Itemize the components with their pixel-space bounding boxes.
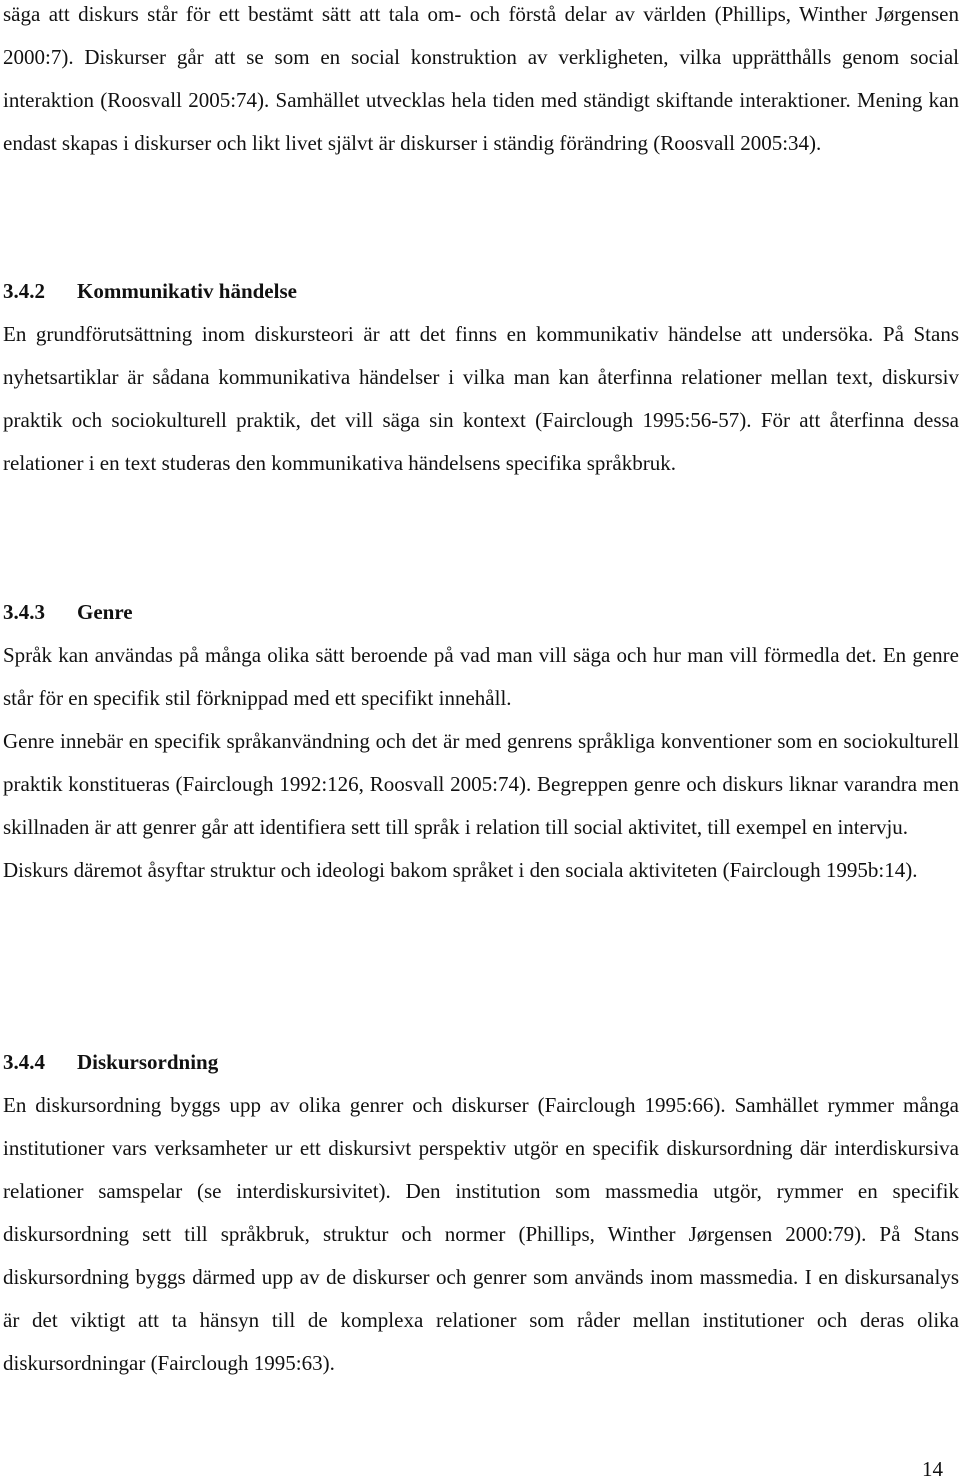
section-diskursordning <box>3 1041 959 1385</box>
section-paragraph: Genre innebär en specifik språkanvändning och det är med genrens språkliga konventioner som en sociokulturell praktik konstitueras (Fairclough 1992:126, Roosvall 2005:74). Begreppen genre och diskurs liknar varandra men skillnaden är att genrer går att identifiera sett till språk i relation till social aktivitet, till exempel en intervju. <box>3 729 959 839</box>
section-title: Diskursordning <box>77 1050 219 1074</box>
page-number: 14 <box>922 1457 943 1481</box>
section-number: 3.4.3 <box>3 600 45 624</box>
intro-paragraph: säga att diskurs står för ett bestämt sätt att tala om- och förstå delar av världen (Phillips, Winther Jørgensen 2000:7). Diskurser går att se som en social konstruktion av verkligheten, vilka upprätthålls genom social interaktion (Roosvall 2005:74). Samhället utvecklas hela tiden med ständigt skiftande interaktioner. Mening kan endast skapas i diskurser och likt livet självt är diskurser i ständig förändring (Roosvall 2005:34). <box>3 2 959 155</box>
section-heading <box>3 270 959 313</box>
section-paragraph: En diskursordning byggs upp av olika genrer och diskurser (Fairclough 1995:66). Samhället rymmer många institutioner vars verksamheter ur ett diskursivt perspektiv utgör en specifik diskursordning där interdiskursiva relationer samspelar (se interdiskursivitet). Den institution som massmedia utgör, rymmer en specifik diskursordning sett till språkbruk, struktur och normer (Phillips, Winther Jørgensen 2000:79). På Stans diskursordning byggs därmed upp av de diskurser och genrer som används inom massmedia. I en diskursanalys är det viktigt att ta hänsyn till de komplexa relationer som råder mellan institutioner och deras olika diskursordningar (Fairclough 1995:63). <box>3 1093 959 1375</box>
section-paragraph: En grundförutsättning inom diskursteori är att det finns en kommunikativ händelse att undersöka. På Stans nyhetsartiklar är sådana kommunikativa händelser i vilka man kan återfinna relationer mellan text, diskursiv praktik och sociokulturell praktik, det vill säga sin kontext (Fairclough 1995:56-57). För att återfinna dessa relationer i en text studeras den kommunikativa händelsens specifika språkbruk. <box>3 322 959 475</box>
section-title: Kommunikativ händelse <box>77 279 297 303</box>
section-kommunikativ-handelse <box>3 270 959 485</box>
section-number: 3.4.4 <box>3 1050 45 1074</box>
section-heading <box>3 1041 959 1084</box>
intro-section <box>3 0 959 165</box>
section-title: Genre <box>77 600 133 624</box>
section-genre <box>3 591 959 892</box>
section-paragraph: Diskurs däremot åsyftar struktur och ideologi bakom språket i den sociala aktiviteten (Fairclough 1995b:14). <box>3 858 918 882</box>
section-number: 3.4.2 <box>3 279 45 303</box>
section-paragraph: Språk kan användas på många olika sätt beroende på vad man vill säga och hur man vill förmedla det. En genre står för en specifik stil förknippad med ett specifikt innehåll. <box>3 643 959 710</box>
section-heading <box>3 591 959 634</box>
